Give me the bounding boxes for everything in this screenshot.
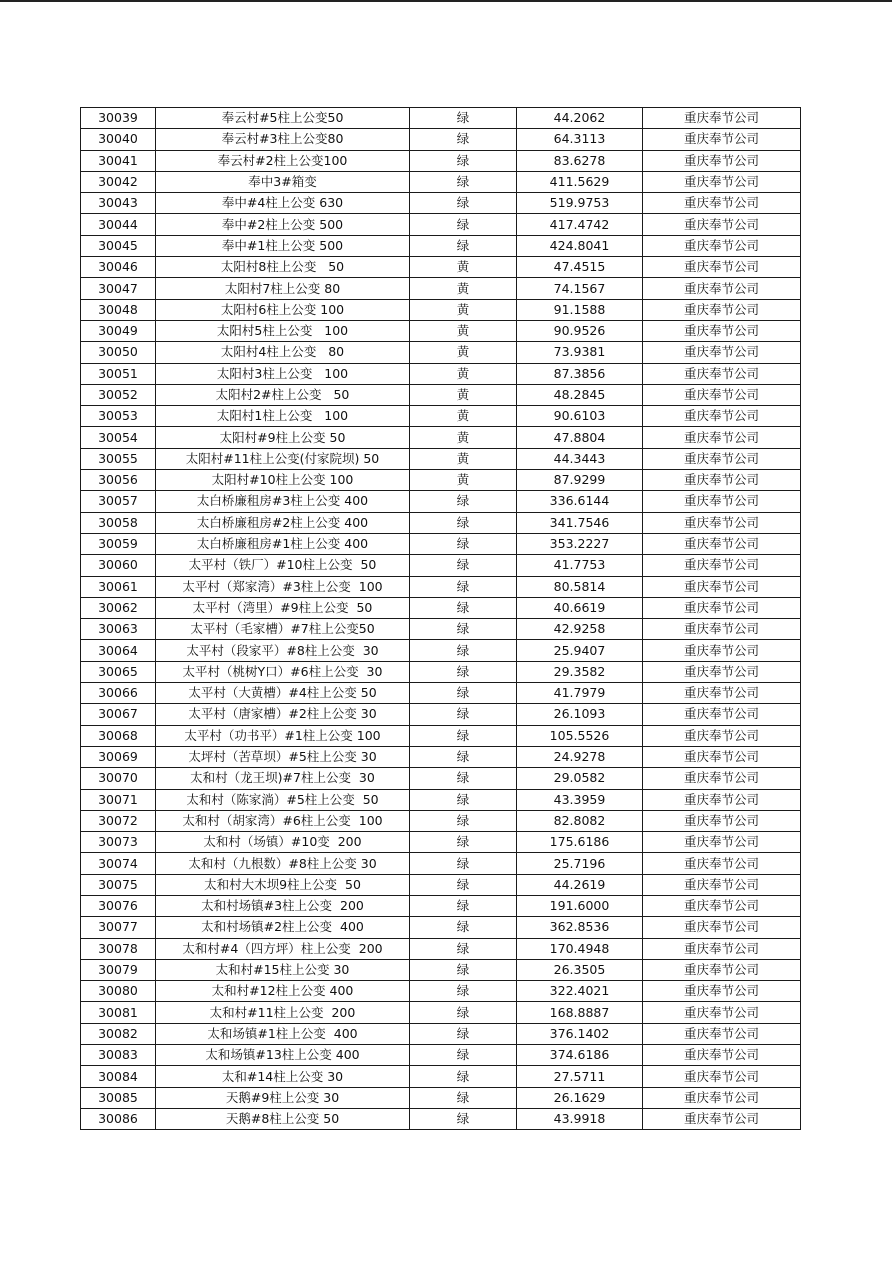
- table-row: [81, 959, 801, 980]
- status-color-cell: 黄: [410, 427, 517, 448]
- load-value-cell: 353.2227: [517, 533, 643, 554]
- row-id-cell: 30081: [81, 1002, 156, 1023]
- transformer-name-cell: 太和村#12柱上公变 400: [156, 981, 410, 1002]
- company-cell: 重庆奉节公司: [643, 853, 801, 874]
- status-color-cell: 黄: [410, 320, 517, 341]
- transformer-name-cell: 太和村（陈家淌）#5柱上公变 50: [156, 789, 410, 810]
- load-value-cell: 191.6000: [517, 895, 643, 916]
- table-row: [81, 981, 801, 1002]
- company-cell: 重庆奉节公司: [643, 320, 801, 341]
- transformer-name-cell: 奉中#2柱上公变 500: [156, 214, 410, 235]
- load-value-cell: 90.6103: [517, 406, 643, 427]
- row-id-cell: 30064: [81, 640, 156, 661]
- company-cell: 重庆奉节公司: [643, 832, 801, 853]
- transformer-name-cell: 太和村场镇#2柱上公变 400: [156, 917, 410, 938]
- transformer-name-cell: 太和场镇#13柱上公变 400: [156, 1045, 410, 1066]
- load-value-cell: 47.4515: [517, 257, 643, 278]
- transformer-name-cell: 太和村#4（四方坪）柱上公变 200: [156, 938, 410, 959]
- row-id-cell: 30085: [81, 1087, 156, 1108]
- load-value-cell: 42.9258: [517, 619, 643, 640]
- status-color-cell: 黄: [410, 470, 517, 491]
- status-color-cell: 黄: [410, 257, 517, 278]
- status-color-cell: 黄: [410, 342, 517, 363]
- status-color-cell: 绿: [410, 640, 517, 661]
- company-cell: 重庆奉节公司: [643, 214, 801, 235]
- row-id-cell: 30051: [81, 363, 156, 384]
- company-cell: 重庆奉节公司: [643, 704, 801, 725]
- load-value-cell: 41.7979: [517, 683, 643, 704]
- company-cell: 重庆奉节公司: [643, 406, 801, 427]
- transformer-name-cell: 奉中3#箱变: [156, 171, 410, 192]
- page-top-border: [0, 0, 892, 2]
- status-color-cell: 绿: [410, 576, 517, 597]
- table-row: [81, 448, 801, 469]
- row-id-cell: 30066: [81, 683, 156, 704]
- load-value-cell: 411.5629: [517, 171, 643, 192]
- table-row: [81, 427, 801, 448]
- table-row: [81, 1002, 801, 1023]
- transformer-name-cell: 太平村（唐家槽）#2柱上公变 30: [156, 704, 410, 725]
- transformer-name-cell: 太和村（场镇）#10变 200: [156, 832, 410, 853]
- status-color-cell: 绿: [410, 959, 517, 980]
- load-value-cell: 374.6186: [517, 1045, 643, 1066]
- status-color-cell: 绿: [410, 193, 517, 214]
- transformer-name-cell: 太和村（九根数）#8柱上公变 30: [156, 853, 410, 874]
- table-row: [81, 683, 801, 704]
- status-color-cell: 绿: [410, 789, 517, 810]
- status-color-cell: 绿: [410, 491, 517, 512]
- status-color-cell: 绿: [410, 1087, 517, 1108]
- transformer-name-cell: 太阳村5柱上公变 100: [156, 320, 410, 341]
- row-id-cell: 30078: [81, 938, 156, 959]
- table-row: [81, 555, 801, 576]
- company-cell: 重庆奉节公司: [643, 981, 801, 1002]
- load-value-cell: 83.6278: [517, 150, 643, 171]
- load-value-cell: 519.9753: [517, 193, 643, 214]
- table-row: [81, 853, 801, 874]
- table-row: [81, 533, 801, 554]
- table-row: [81, 406, 801, 427]
- row-id-cell: 30068: [81, 725, 156, 746]
- table-row: [81, 768, 801, 789]
- status-color-cell: 绿: [410, 725, 517, 746]
- row-id-cell: 30055: [81, 448, 156, 469]
- transformer-load-table: [80, 107, 801, 1130]
- transformer-name-cell: 太和村#15柱上公变 30: [156, 959, 410, 980]
- load-value-cell: 73.9381: [517, 342, 643, 363]
- transformer-name-cell: 太阳村8柱上公变 50: [156, 257, 410, 278]
- row-id-cell: 30062: [81, 597, 156, 618]
- load-value-cell: 376.1402: [517, 1023, 643, 1044]
- row-id-cell: 30079: [81, 959, 156, 980]
- transformer-name-cell: 太和村大木坝9柱上公变 50: [156, 874, 410, 895]
- transformer-name-cell: 太平村（桃树Y口）#6柱上公变 30: [156, 661, 410, 682]
- load-value-cell: 29.0582: [517, 768, 643, 789]
- load-value-cell: 44.2062: [517, 108, 643, 129]
- status-color-cell: 绿: [410, 917, 517, 938]
- status-color-cell: 绿: [410, 895, 517, 916]
- load-value-cell: 175.6186: [517, 832, 643, 853]
- table-row: [81, 725, 801, 746]
- table-row: [81, 576, 801, 597]
- table-row: [81, 470, 801, 491]
- load-value-cell: 26.1093: [517, 704, 643, 725]
- load-value-cell: 29.3582: [517, 661, 643, 682]
- company-cell: 重庆奉节公司: [643, 427, 801, 448]
- transformer-name-cell: 天鹅#8柱上公变 50: [156, 1108, 410, 1129]
- table-row: [81, 150, 801, 171]
- load-value-cell: 47.8804: [517, 427, 643, 448]
- row-id-cell: 30067: [81, 704, 156, 725]
- table-row: [81, 1023, 801, 1044]
- load-value-cell: 43.3959: [517, 789, 643, 810]
- company-cell: 重庆奉节公司: [643, 1108, 801, 1129]
- table-row: [81, 895, 801, 916]
- row-id-cell: 30044: [81, 214, 156, 235]
- row-id-cell: 30046: [81, 257, 156, 278]
- table-row: [81, 257, 801, 278]
- load-value-cell: 64.3113: [517, 129, 643, 150]
- company-cell: 重庆奉节公司: [643, 576, 801, 597]
- company-cell: 重庆奉节公司: [643, 619, 801, 640]
- transformer-name-cell: 太阳村4柱上公变 80: [156, 342, 410, 363]
- table-row: [81, 661, 801, 682]
- status-color-cell: 绿: [410, 108, 517, 129]
- company-cell: 重庆奉节公司: [643, 1087, 801, 1108]
- table-row: [81, 832, 801, 853]
- company-cell: 重庆奉节公司: [643, 1023, 801, 1044]
- company-cell: 重庆奉节公司: [643, 1045, 801, 1066]
- row-id-cell: 30063: [81, 619, 156, 640]
- table-row: [81, 214, 801, 235]
- table-row: [81, 640, 801, 661]
- table-row: [81, 917, 801, 938]
- company-cell: 重庆奉节公司: [643, 1002, 801, 1023]
- company-cell: 重庆奉节公司: [643, 789, 801, 810]
- company-cell: 重庆奉节公司: [643, 1066, 801, 1087]
- load-value-cell: 25.7196: [517, 853, 643, 874]
- table-row: [81, 1066, 801, 1087]
- company-cell: 重庆奉节公司: [643, 171, 801, 192]
- load-value-cell: 27.5711: [517, 1066, 643, 1087]
- table-body: [81, 108, 801, 1130]
- status-color-cell: 黄: [410, 299, 517, 320]
- status-color-cell: 黄: [410, 406, 517, 427]
- company-cell: 重庆奉节公司: [643, 257, 801, 278]
- transformer-name-cell: 太白桥廉租房#1柱上公变 400: [156, 533, 410, 554]
- transformer-name-cell: 太白桥廉租房#2柱上公变 400: [156, 512, 410, 533]
- status-color-cell: 绿: [410, 1066, 517, 1087]
- company-cell: 重庆奉节公司: [643, 917, 801, 938]
- table-row: [81, 938, 801, 959]
- row-id-cell: 30043: [81, 193, 156, 214]
- company-cell: 重庆奉节公司: [643, 512, 801, 533]
- company-cell: 重庆奉节公司: [643, 768, 801, 789]
- status-color-cell: 绿: [410, 981, 517, 1002]
- load-value-cell: 105.5526: [517, 725, 643, 746]
- transformer-name-cell: 太阳村#11柱上公变(付家院坝) 50: [156, 448, 410, 469]
- status-color-cell: 黄: [410, 448, 517, 469]
- row-id-cell: 30069: [81, 746, 156, 767]
- status-color-cell: 绿: [410, 661, 517, 682]
- row-id-cell: 30040: [81, 129, 156, 150]
- status-color-cell: 绿: [410, 512, 517, 533]
- company-cell: 重庆奉节公司: [643, 874, 801, 895]
- transformer-name-cell: 太阳村#10柱上公变 100: [156, 470, 410, 491]
- load-value-cell: 336.6144: [517, 491, 643, 512]
- row-id-cell: 30053: [81, 406, 156, 427]
- transformer-name-cell: 太和场镇#1柱上公变 400: [156, 1023, 410, 1044]
- company-cell: 重庆奉节公司: [643, 725, 801, 746]
- status-color-cell: 绿: [410, 235, 517, 256]
- table-row: [81, 384, 801, 405]
- table-row: [81, 704, 801, 725]
- transformer-name-cell: 太和村（胡家湾）#6柱上公变 100: [156, 810, 410, 831]
- transformer-name-cell: 奉中#4柱上公变 630: [156, 193, 410, 214]
- status-color-cell: 绿: [410, 768, 517, 789]
- table-row: [81, 597, 801, 618]
- transformer-name-cell: 太阳村6柱上公变 100: [156, 299, 410, 320]
- transformer-name-cell: 太和村场镇#3柱上公变 200: [156, 895, 410, 916]
- status-color-cell: 绿: [410, 150, 517, 171]
- company-cell: 重庆奉节公司: [643, 959, 801, 980]
- table-row: [81, 108, 801, 129]
- row-id-cell: 30065: [81, 661, 156, 682]
- status-color-cell: 黄: [410, 384, 517, 405]
- table-row: [81, 171, 801, 192]
- row-id-cell: 30057: [81, 491, 156, 512]
- transformer-name-cell: 太阳村7柱上公变 80: [156, 278, 410, 299]
- row-id-cell: 30080: [81, 981, 156, 1002]
- load-value-cell: 40.6619: [517, 597, 643, 618]
- company-cell: 重庆奉节公司: [643, 895, 801, 916]
- status-color-cell: 绿: [410, 597, 517, 618]
- transformer-name-cell: 太平村（功书平）#1柱上公变 100: [156, 725, 410, 746]
- load-value-cell: 82.8082: [517, 810, 643, 831]
- transformer-name-cell: 太和村（龙王坝)#7柱上公变 30: [156, 768, 410, 789]
- row-id-cell: 30060: [81, 555, 156, 576]
- load-value-cell: 91.1588: [517, 299, 643, 320]
- company-cell: 重庆奉节公司: [643, 342, 801, 363]
- table-row: [81, 320, 801, 341]
- row-id-cell: 30050: [81, 342, 156, 363]
- company-cell: 重庆奉节公司: [643, 810, 801, 831]
- load-value-cell: 341.7546: [517, 512, 643, 533]
- load-value-cell: 168.8887: [517, 1002, 643, 1023]
- status-color-cell: 绿: [410, 810, 517, 831]
- row-id-cell: 30076: [81, 895, 156, 916]
- row-id-cell: 30082: [81, 1023, 156, 1044]
- company-cell: 重庆奉节公司: [643, 363, 801, 384]
- table-row: [81, 278, 801, 299]
- row-id-cell: 30071: [81, 789, 156, 810]
- load-value-cell: 48.2845: [517, 384, 643, 405]
- transformer-name-cell: 奉云村#3柱上公变80: [156, 129, 410, 150]
- company-cell: 重庆奉节公司: [643, 938, 801, 959]
- company-cell: 重庆奉节公司: [643, 683, 801, 704]
- table-row: [81, 363, 801, 384]
- row-id-cell: 30048: [81, 299, 156, 320]
- company-cell: 重庆奉节公司: [643, 470, 801, 491]
- load-value-cell: 322.4021: [517, 981, 643, 1002]
- load-value-cell: 44.3443: [517, 448, 643, 469]
- transformer-name-cell: 太平村（铁厂）#10柱上公变 50: [156, 555, 410, 576]
- load-value-cell: 424.8041: [517, 235, 643, 256]
- status-color-cell: 绿: [410, 1045, 517, 1066]
- row-id-cell: 30041: [81, 150, 156, 171]
- status-color-cell: 绿: [410, 129, 517, 150]
- load-value-cell: 417.4742: [517, 214, 643, 235]
- table-row: [81, 235, 801, 256]
- row-id-cell: 30054: [81, 427, 156, 448]
- company-cell: 重庆奉节公司: [643, 491, 801, 512]
- transformer-name-cell: 太平村（郑家湾）#3柱上公变 100: [156, 576, 410, 597]
- row-id-cell: 30084: [81, 1066, 156, 1087]
- transformer-name-cell: 奉云村#5柱上公变50: [156, 108, 410, 129]
- table-row: [81, 129, 801, 150]
- row-id-cell: 30061: [81, 576, 156, 597]
- table-row: [81, 619, 801, 640]
- company-cell: 重庆奉节公司: [643, 150, 801, 171]
- load-value-cell: 170.4948: [517, 938, 643, 959]
- row-id-cell: 30074: [81, 853, 156, 874]
- row-id-cell: 30047: [81, 278, 156, 299]
- load-value-cell: 74.1567: [517, 278, 643, 299]
- table-row: [81, 342, 801, 363]
- company-cell: 重庆奉节公司: [643, 597, 801, 618]
- status-color-cell: 绿: [410, 746, 517, 767]
- status-color-cell: 绿: [410, 533, 517, 554]
- company-cell: 重庆奉节公司: [643, 193, 801, 214]
- company-cell: 重庆奉节公司: [643, 278, 801, 299]
- company-cell: 重庆奉节公司: [643, 384, 801, 405]
- load-value-cell: 87.9299: [517, 470, 643, 491]
- table-row: [81, 746, 801, 767]
- row-id-cell: 30042: [81, 171, 156, 192]
- status-color-cell: 绿: [410, 853, 517, 874]
- row-id-cell: 30049: [81, 320, 156, 341]
- table-row: [81, 1108, 801, 1129]
- company-cell: 重庆奉节公司: [643, 129, 801, 150]
- status-color-cell: 绿: [410, 1023, 517, 1044]
- table-row: [81, 1087, 801, 1108]
- status-color-cell: 绿: [410, 938, 517, 959]
- status-color-cell: 绿: [410, 1002, 517, 1023]
- company-cell: 重庆奉节公司: [643, 235, 801, 256]
- status-color-cell: 黄: [410, 278, 517, 299]
- company-cell: 重庆奉节公司: [643, 555, 801, 576]
- transformer-name-cell: 太白桥廉租房#3柱上公变 400: [156, 491, 410, 512]
- status-color-cell: 绿: [410, 171, 517, 192]
- company-cell: 重庆奉节公司: [643, 640, 801, 661]
- load-value-cell: 87.3856: [517, 363, 643, 384]
- status-color-cell: 绿: [410, 874, 517, 895]
- load-value-cell: 26.3505: [517, 959, 643, 980]
- load-value-cell: 43.9918: [517, 1108, 643, 1129]
- transformer-name-cell: 太平村（段家平）#8柱上公变 30: [156, 640, 410, 661]
- status-color-cell: 绿: [410, 555, 517, 576]
- table-row: [81, 512, 801, 533]
- table-row: [81, 874, 801, 895]
- transformer-name-cell: 太阳村3柱上公变 100: [156, 363, 410, 384]
- row-id-cell: 30083: [81, 1045, 156, 1066]
- company-cell: 重庆奉节公司: [643, 746, 801, 767]
- company-cell: 重庆奉节公司: [643, 108, 801, 129]
- transformer-name-cell: 太和村#11柱上公变 200: [156, 1002, 410, 1023]
- load-value-cell: 362.8536: [517, 917, 643, 938]
- load-value-cell: 44.2619: [517, 874, 643, 895]
- transformer-name-cell: 太阳村1柱上公变 100: [156, 406, 410, 427]
- status-color-cell: 黄: [410, 363, 517, 384]
- transformer-name-cell: 奉云村#2柱上公变100: [156, 150, 410, 171]
- load-value-cell: 41.7753: [517, 555, 643, 576]
- status-color-cell: 绿: [410, 683, 517, 704]
- row-id-cell: 30072: [81, 810, 156, 831]
- row-id-cell: 30086: [81, 1108, 156, 1129]
- transformer-name-cell: 奉中#1柱上公变 500: [156, 235, 410, 256]
- row-id-cell: 30056: [81, 470, 156, 491]
- table-row: [81, 491, 801, 512]
- row-id-cell: 30077: [81, 917, 156, 938]
- company-cell: 重庆奉节公司: [643, 533, 801, 554]
- company-cell: 重庆奉节公司: [643, 661, 801, 682]
- status-color-cell: 绿: [410, 1108, 517, 1129]
- table-row: [81, 1045, 801, 1066]
- row-id-cell: 30045: [81, 235, 156, 256]
- status-color-cell: 绿: [410, 619, 517, 640]
- table-row: [81, 789, 801, 810]
- table-row: [81, 810, 801, 831]
- row-id-cell: 30052: [81, 384, 156, 405]
- row-id-cell: 30073: [81, 832, 156, 853]
- row-id-cell: 30070: [81, 768, 156, 789]
- transformer-name-cell: 太平村（湾里）#9柱上公变 50: [156, 597, 410, 618]
- row-id-cell: 30039: [81, 108, 156, 129]
- load-value-cell: 80.5814: [517, 576, 643, 597]
- transformer-name-cell: 太阳村2#柱上公变 50: [156, 384, 410, 405]
- company-cell: 重庆奉节公司: [643, 299, 801, 320]
- table-row: [81, 299, 801, 320]
- transformer-name-cell: 太和#14柱上公变 30: [156, 1066, 410, 1087]
- transformer-name-cell: 天鹅#9柱上公变 30: [156, 1087, 410, 1108]
- company-cell: 重庆奉节公司: [643, 448, 801, 469]
- status-color-cell: 绿: [410, 214, 517, 235]
- transformer-name-cell: 太坪村（苦草坝）#5柱上公变 30: [156, 746, 410, 767]
- row-id-cell: 30059: [81, 533, 156, 554]
- load-value-cell: 25.9407: [517, 640, 643, 661]
- status-color-cell: 绿: [410, 704, 517, 725]
- load-value-cell: 26.1629: [517, 1087, 643, 1108]
- table-row: [81, 193, 801, 214]
- load-value-cell: 90.9526: [517, 320, 643, 341]
- transformer-name-cell: 太平村（毛家槽）#7柱上公变50: [156, 619, 410, 640]
- load-value-cell: 24.9278: [517, 746, 643, 767]
- status-color-cell: 绿: [410, 832, 517, 853]
- transformer-name-cell: 太平村（大黄槽）#4柱上公变 50: [156, 683, 410, 704]
- row-id-cell: 30075: [81, 874, 156, 895]
- row-id-cell: 30058: [81, 512, 156, 533]
- transformer-name-cell: 太阳村#9柱上公变 50: [156, 427, 410, 448]
